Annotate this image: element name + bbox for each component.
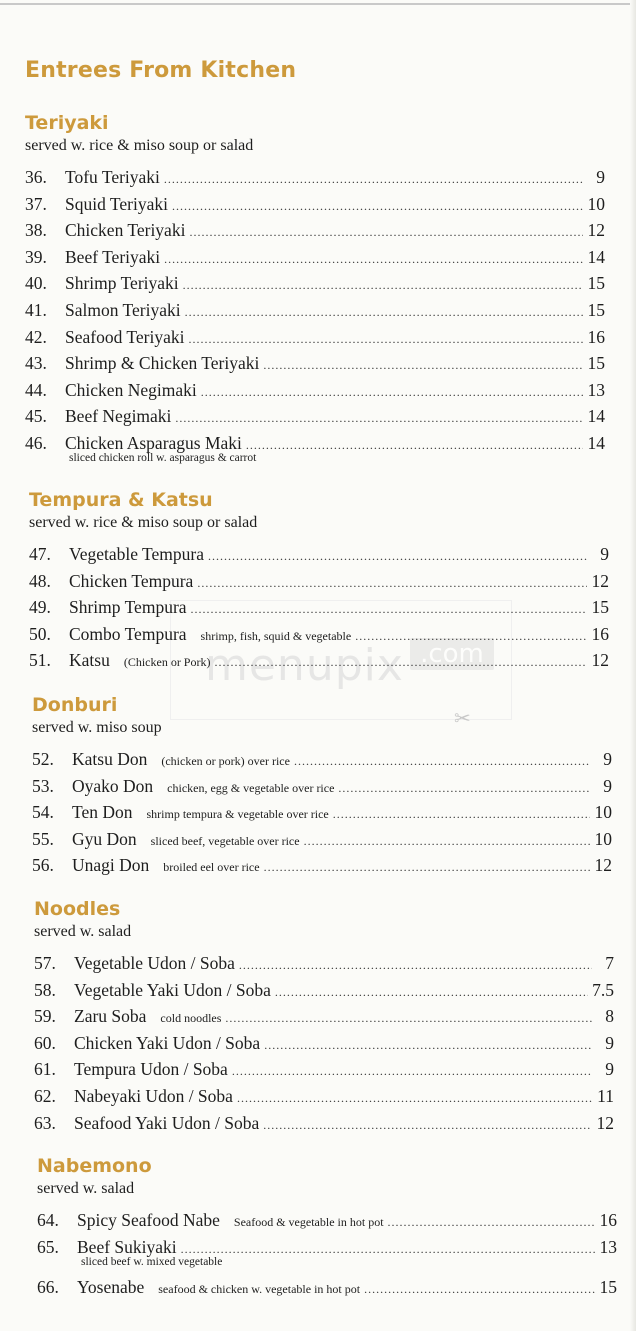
item-price: 11 xyxy=(597,1085,614,1106)
item-name: Seafood Yaki Udon / Soba xyxy=(74,1112,260,1133)
menu-item xyxy=(25,272,605,299)
item-price: 9 xyxy=(605,1032,614,1053)
item-price: 14 xyxy=(587,406,605,427)
item-name: Vegetable Yaki Udon / Soba xyxy=(74,979,271,1000)
item-description: seafood & chicken w. vegetable in hot pot xyxy=(158,1281,361,1296)
leader-dots xyxy=(189,221,583,243)
leader-dots xyxy=(333,803,590,825)
section-title: Donburi xyxy=(32,694,118,716)
leader-dots xyxy=(181,1238,595,1260)
leader-dots xyxy=(263,1114,592,1136)
item-price: 12 xyxy=(587,220,605,241)
item-name: Gyu Don xyxy=(72,828,137,849)
leader-dots xyxy=(264,856,590,878)
item-number: 37. xyxy=(25,193,47,214)
item-name: Spicy Seafood Nabe xyxy=(77,1210,220,1230)
section-nabemono xyxy=(37,1153,617,1302)
item-name: Yosenabe xyxy=(77,1276,145,1297)
menu-item xyxy=(25,246,605,273)
item-name: Nabeyaki Udon / Soba xyxy=(74,1085,233,1106)
item-number: 58. xyxy=(34,979,56,1000)
item-price: 8 xyxy=(605,1006,614,1027)
item-name: Vegetable Tempura xyxy=(69,544,204,564)
item-price: 12 xyxy=(594,855,612,876)
item-number: 41. xyxy=(25,299,47,320)
item-number: 62. xyxy=(34,1085,56,1106)
item-number: 40. xyxy=(25,273,47,294)
menu-item xyxy=(32,801,612,828)
item-name: Chicken Asparagus Maki xyxy=(65,432,242,453)
section-title: Noodles xyxy=(34,898,121,920)
page-edge-shadow xyxy=(630,0,636,1331)
leader-dots xyxy=(263,354,583,376)
item-price: 13 xyxy=(599,1236,617,1257)
item-name: Beef Teriyaki xyxy=(65,246,161,267)
item-description: (Chicken or Pork) xyxy=(123,655,211,670)
item-price: 10 xyxy=(587,193,605,214)
menu-item xyxy=(25,299,605,326)
item-price: 14 xyxy=(587,246,605,267)
item-number: 42. xyxy=(25,326,47,347)
menu-item xyxy=(25,379,605,406)
item-name: Tempura Udon / Soba xyxy=(74,1059,228,1080)
item-price: 7 xyxy=(605,953,614,973)
menu-list xyxy=(37,1209,617,1302)
leader-dots xyxy=(164,248,583,270)
leader-dots xyxy=(185,301,583,323)
menu-list xyxy=(29,543,609,676)
leader-dots xyxy=(304,830,590,852)
menu-item xyxy=(25,326,605,353)
item-number: 65. xyxy=(37,1236,59,1257)
item-number: 53. xyxy=(32,775,54,796)
item-name: Chicken Negimaki xyxy=(65,379,197,400)
item-number: 45. xyxy=(25,406,47,427)
item-description: broiled eel over rice xyxy=(163,860,260,875)
menu-item xyxy=(32,828,612,855)
leader-dots xyxy=(239,954,592,976)
menu-item xyxy=(34,952,614,979)
item-number: 47. xyxy=(29,544,51,564)
item-number: 54. xyxy=(32,802,54,823)
menu-item xyxy=(34,1005,614,1032)
item-price: 9 xyxy=(603,749,612,769)
item-price: 9 xyxy=(605,1059,614,1080)
section-subtitle: served w. rice & miso soup or salad xyxy=(29,514,258,531)
item-number: 39. xyxy=(25,246,47,267)
item-price: 9 xyxy=(603,775,612,796)
item-name: Squid Teriyaki xyxy=(65,193,168,214)
item-number: 50. xyxy=(29,623,51,644)
item-number: 64. xyxy=(37,1210,59,1230)
leader-dots xyxy=(208,545,587,567)
item-price: 9 xyxy=(600,544,609,564)
watermark-logo: menupix xyxy=(205,640,404,691)
item-description: chicken, egg & vegetable over rice xyxy=(167,780,335,795)
item-price: 12 xyxy=(596,1112,614,1133)
item-name: Seafood Teriyaki xyxy=(65,326,185,347)
item-name: Ten Don xyxy=(72,802,133,823)
leader-dots xyxy=(214,651,587,673)
item-description: cold noodles xyxy=(160,1011,222,1026)
leader-dots xyxy=(201,381,583,403)
item-name: Unagi Don xyxy=(72,855,150,876)
leader-dots xyxy=(388,1211,595,1233)
menu-item xyxy=(32,748,612,775)
menu-item xyxy=(25,432,605,468)
leader-dots xyxy=(246,434,583,456)
leader-dots xyxy=(172,195,583,217)
item-name: Chicken Teriyaki xyxy=(65,220,186,241)
item-number: 43. xyxy=(25,353,47,374)
item-number: 66. xyxy=(37,1276,59,1297)
item-name: Beef Negimaki xyxy=(65,406,172,427)
section-title: Nabemono xyxy=(37,1155,152,1177)
menu-list xyxy=(34,952,614,1138)
menu-item xyxy=(32,775,612,802)
item-price: 10 xyxy=(594,828,612,849)
menu-item xyxy=(29,543,609,570)
menu-item xyxy=(29,596,609,623)
item-description: shrimp, fish, squid & vegetable xyxy=(200,628,352,643)
leader-dots xyxy=(355,625,587,647)
leader-dots xyxy=(237,1087,592,1109)
item-name: Salmon Teriyaki xyxy=(65,299,181,320)
menu-item xyxy=(34,979,614,1006)
item-number: 51. xyxy=(29,650,51,671)
item-number: 61. xyxy=(34,1059,56,1080)
item-name: Shrimp Tempura xyxy=(69,597,187,618)
item-number: 63. xyxy=(34,1112,56,1133)
leader-dots xyxy=(188,328,583,350)
leader-dots xyxy=(164,168,583,190)
menu-item xyxy=(34,1112,614,1139)
item-number: 56. xyxy=(32,855,54,876)
item-number: 44. xyxy=(25,379,47,400)
item-price: 7.5 xyxy=(592,979,614,1000)
menu-item xyxy=(29,623,609,650)
leader-dots xyxy=(191,598,587,620)
item-price: 12 xyxy=(591,650,609,671)
item-number: 48. xyxy=(29,570,51,591)
item-description: sliced beef, vegetable over rice xyxy=(150,833,300,848)
item-price: 15 xyxy=(599,1276,617,1297)
leader-dots xyxy=(338,777,590,799)
item-number: 52. xyxy=(32,749,54,769)
leader-dots xyxy=(364,1278,595,1300)
leader-dots xyxy=(175,407,583,429)
item-name: Katsu Don xyxy=(72,749,148,769)
section-title: Tempura & Katsu xyxy=(29,489,213,511)
item-price: 16 xyxy=(591,623,609,644)
menu-item xyxy=(34,1032,614,1059)
menu-item xyxy=(37,1236,617,1276)
item-price: 14 xyxy=(587,432,605,453)
item-name: Vegetable Udon / Soba xyxy=(74,953,235,973)
section-subtitle: served w. salad xyxy=(34,923,132,940)
item-name: Combo Tempura xyxy=(69,623,187,644)
menu-item xyxy=(25,193,605,220)
leader-dots xyxy=(294,750,590,772)
section-noodles xyxy=(34,896,614,1138)
menu-item xyxy=(34,1058,614,1085)
menu-item xyxy=(37,1209,617,1236)
menu-item xyxy=(32,854,612,881)
item-name: Zaru Soba xyxy=(74,1006,147,1027)
leader-dots xyxy=(264,1034,592,1056)
item-number: 60. xyxy=(34,1032,56,1053)
item-price: 15 xyxy=(587,273,605,294)
menu-list xyxy=(25,166,605,468)
leader-dots xyxy=(197,572,587,594)
section-donburi xyxy=(32,692,612,881)
item-name: Katsu xyxy=(69,650,110,671)
menu-list xyxy=(32,748,612,881)
section-title: Teriyaki xyxy=(25,112,109,134)
scissors-icon: ✂ xyxy=(454,708,471,730)
item-name: Shrimp & Chicken Teriyaki xyxy=(65,353,260,374)
item-price: 9 xyxy=(596,167,605,187)
item-number: 49. xyxy=(29,597,51,618)
item-name: Chicken Tempura xyxy=(69,570,194,591)
item-price: 16 xyxy=(599,1210,617,1230)
watermark-dotcom: .com xyxy=(410,638,494,670)
page-top-rule xyxy=(0,3,636,5)
item-price: 10 xyxy=(594,802,612,823)
leader-dots xyxy=(183,274,583,296)
item-price: 13 xyxy=(587,379,605,400)
section-subtitle: served w. miso soup xyxy=(32,719,162,736)
item-number: 55. xyxy=(32,828,54,849)
item-price: 16 xyxy=(587,326,605,347)
section-teriyaki xyxy=(25,110,605,468)
leader-dots xyxy=(275,981,588,1003)
item-name: Chicken Yaki Udon / Soba xyxy=(74,1032,261,1053)
section-tempura-katsu xyxy=(29,487,609,676)
item-price: 15 xyxy=(587,353,605,374)
menu-item xyxy=(25,352,605,379)
item-description: (chicken or pork) over rice xyxy=(161,754,290,768)
item-price: 15 xyxy=(591,597,609,618)
section-subtitle: served w. salad xyxy=(37,1180,135,1197)
item-note: sliced chicken roll w. asparagus & carrot xyxy=(69,451,257,464)
item-number: 59. xyxy=(34,1006,56,1027)
item-description: Seafood & vegetable in hot pot xyxy=(233,1215,384,1229)
menu-item xyxy=(34,1085,614,1112)
item-description: shrimp tempura & vegetable over rice xyxy=(146,807,329,822)
menu-item xyxy=(25,405,605,432)
section-subtitle: served w. rice & miso soup or salad xyxy=(25,137,254,154)
item-number: 57. xyxy=(34,953,56,973)
leader-dots xyxy=(225,1007,592,1029)
menu-item xyxy=(25,219,605,246)
item-number: 36. xyxy=(25,167,47,187)
item-name: Oyako Don xyxy=(72,775,154,796)
menu-item xyxy=(25,166,605,193)
item-price: 15 xyxy=(587,299,605,320)
item-note: sliced beef w. mixed vegetable xyxy=(81,1255,223,1268)
menu-item xyxy=(37,1276,617,1303)
menu-item xyxy=(29,649,609,676)
item-price: 12 xyxy=(591,570,609,591)
item-name: Tofu Teriyaki xyxy=(65,167,160,187)
menu-item xyxy=(29,570,609,597)
page-title: Entrees From Kitchen xyxy=(25,58,297,83)
item-name: Shrimp Teriyaki xyxy=(65,273,179,294)
leader-dots xyxy=(232,1060,592,1082)
item-number: 46. xyxy=(25,432,47,453)
item-name: Beef Sukiyaki xyxy=(77,1236,177,1257)
item-number: 38. xyxy=(25,220,47,241)
